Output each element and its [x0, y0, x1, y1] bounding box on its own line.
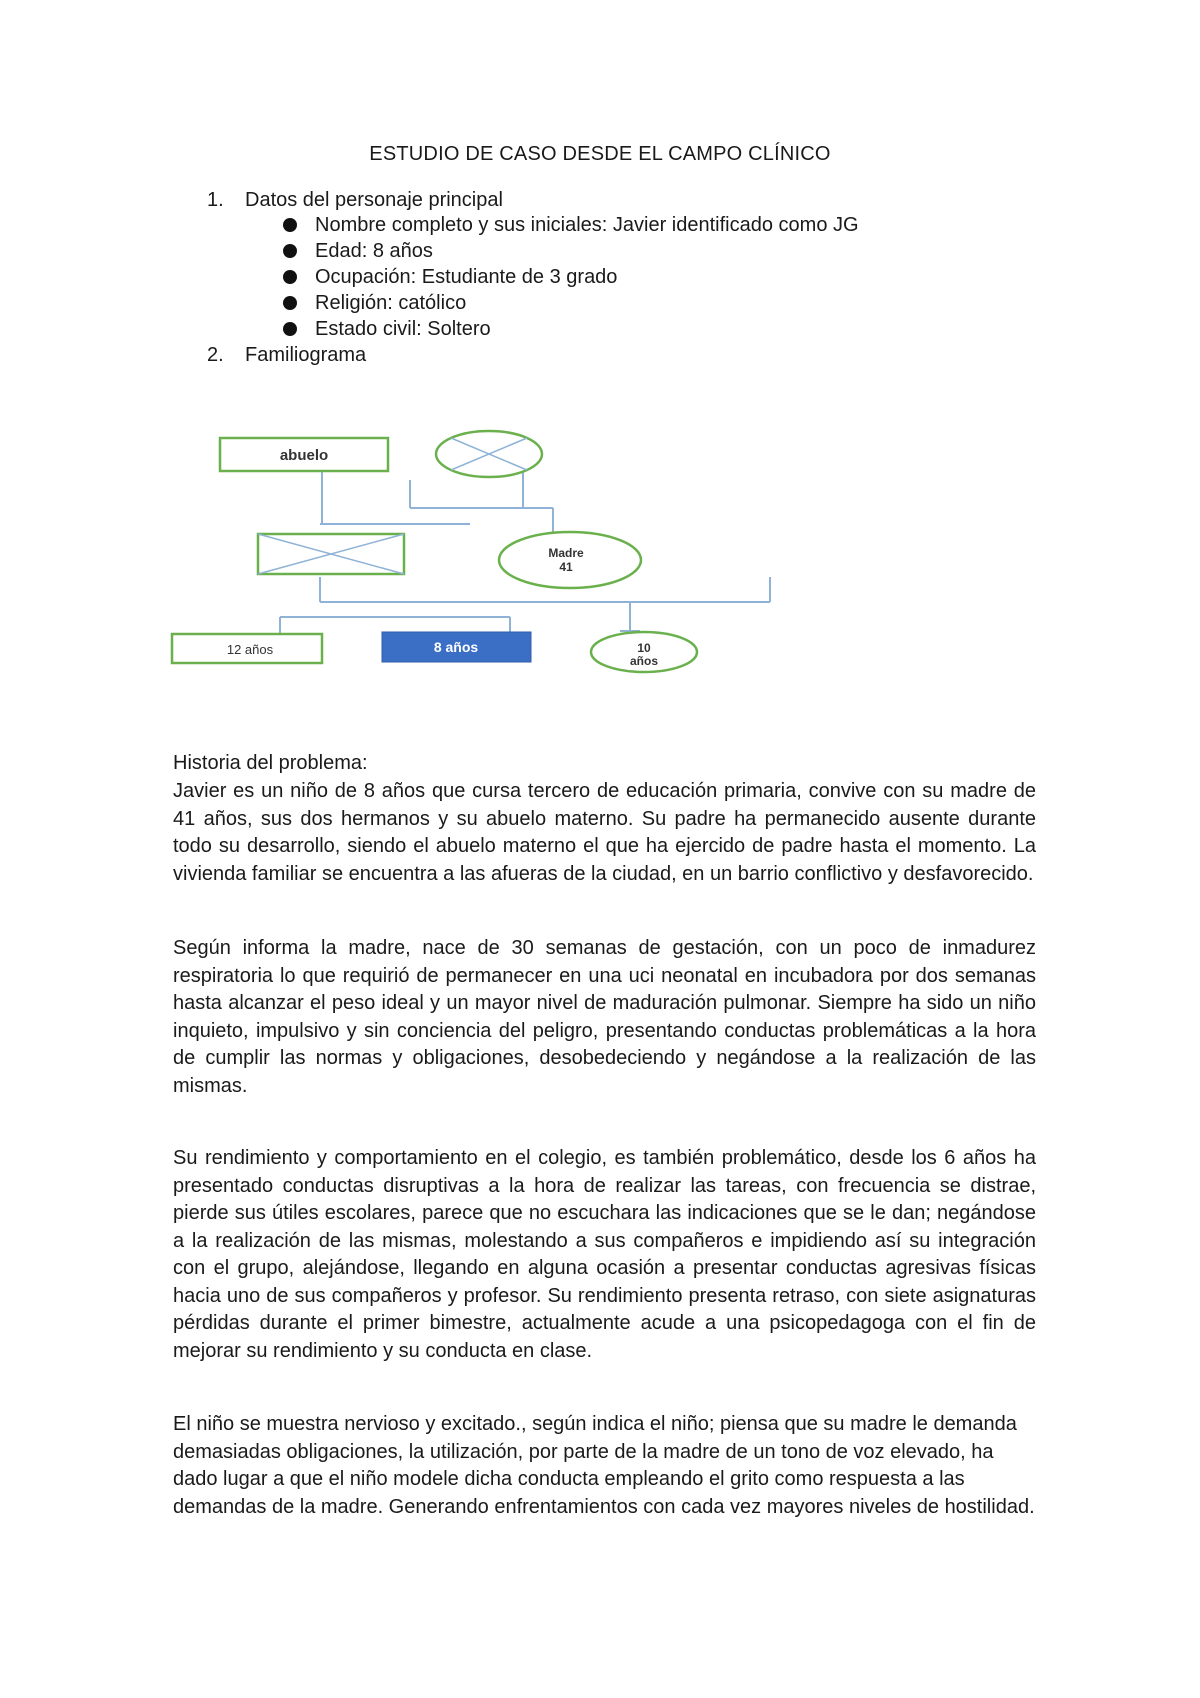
svg-text:Madre: Madre — [548, 546, 584, 560]
father-absent-node — [258, 534, 404, 574]
svg-text:10: 10 — [637, 641, 651, 655]
list-item — [283, 212, 859, 238]
section-label: Familiograma — [245, 344, 367, 366]
bullet-icon — [283, 244, 297, 258]
svg-text:8 años: 8 años — [433, 639, 479, 655]
list-item-text: Ocupación: Estudiante de 3 grado — [315, 266, 618, 288]
personal-data-list — [283, 212, 859, 342]
section-1-heading — [207, 189, 503, 212]
list-item-text: Nombre completo y sus iniciales: Javier identificado como JG — [315, 214, 859, 236]
section-number: 2. — [207, 344, 224, 366]
patient-node — [382, 632, 531, 662]
list-item-text: Edad: 8 años — [315, 240, 433, 262]
svg-text:años: años — [629, 654, 659, 668]
svg-text:abuelo: abuelo — [279, 447, 329, 464]
bullet-icon — [283, 270, 297, 284]
sister-node — [591, 632, 697, 672]
list-item — [283, 264, 859, 290]
list-item-text: Estado civil: Soltero — [315, 318, 491, 340]
history-heading: Historia del problema: — [173, 752, 368, 774]
older-sibling-node — [172, 634, 322, 663]
mother-node — [499, 532, 641, 588]
paragraph: Javier es un niño de 8 años que cursa tercero de educación primaria, convive con su madre de 41 años, sus dos hermanos y su abuelo materno. Su padre ha permanecido ausente durante todo su desarrollo, siendo el abuelo materno el que ha ejercido de padre hasta el momento. La vivienda familiar se encuentra a las afueras de la ciudad, en un barrio conflictivo y desfavorecido. — [173, 780, 1036, 885]
svg-text:41: 41 — [559, 560, 573, 574]
grandfather-node — [220, 438, 388, 471]
list-item — [283, 238, 859, 264]
paragraph: El niño se muestra nervioso y excitado., según indica el niño; piensa que su madre le demanda demasiadas obligaciones, la utilización, por parte de la madre de un tono de voz elevado, ha dado lugar a que el niño modele dicha conducta empleando el grito como respuesta a las demandas de la madre. Generando enfrentamientos con cada vez mayores niveles de hostilidad. — [173, 1413, 1035, 1518]
paragraph: Según informa la madre, nace de 30 semanas de gestación, con un poco de inmadurez respiratoria lo que requirió de permanecer en una uci neonatal en incubadora por dos semanas hasta alcanzar el peso ideal y un mayor nivel de maduración pulmonar. Siempre ha sido un niño inquieto, impulsivo y sin conciencia del peligro, presentando conductas problemáticas a la hora de cumplir las normas y obligaciones, desobedeciendo y negándose a la realización de las mismas. — [173, 937, 1036, 1097]
svg-text:12 años: 12 años — [226, 642, 274, 657]
list-item — [283, 290, 859, 316]
bullet-icon — [283, 296, 297, 310]
list-item-text: Religión: católico — [315, 292, 467, 314]
document-title: ESTUDIO DE CASO DESDE EL CAMPO CLÍNICO — [369, 143, 831, 165]
genogram-diagram — [170, 412, 780, 674]
list-item — [283, 316, 859, 342]
bullet-icon — [283, 218, 297, 232]
section-label: Datos del personaje principal — [245, 189, 503, 211]
section-number: 1. — [207, 189, 224, 211]
paragraph: Su rendimiento y comportamiento en el colegio, es también problemático, desde los 6 años ha presentado conductas disruptivas a la hora de realizar las tareas, con frecuencia se distrae, pierde sus útiles escolares, parece que no escuchara las indicaciones que se le dan; negándose a la realización de las mismas, molestando a sus compañeros e impidiendo así su integración con el grupo, alejándose, llegando en alguna ocasión a presentar conductas agresivas físicas hacia uno de sus compañeros y profesor. Su rendimiento presenta retraso, con siete asignaturas pérdidas durante el primer bimestre, actualmente acude a una psicopedagoga con el fin de mejorar su rendimiento y su conducta en clase. — [173, 1147, 1036, 1362]
section-2-heading — [207, 344, 366, 367]
bullet-icon — [283, 322, 297, 336]
grandmother-deceased-node — [436, 431, 542, 477]
